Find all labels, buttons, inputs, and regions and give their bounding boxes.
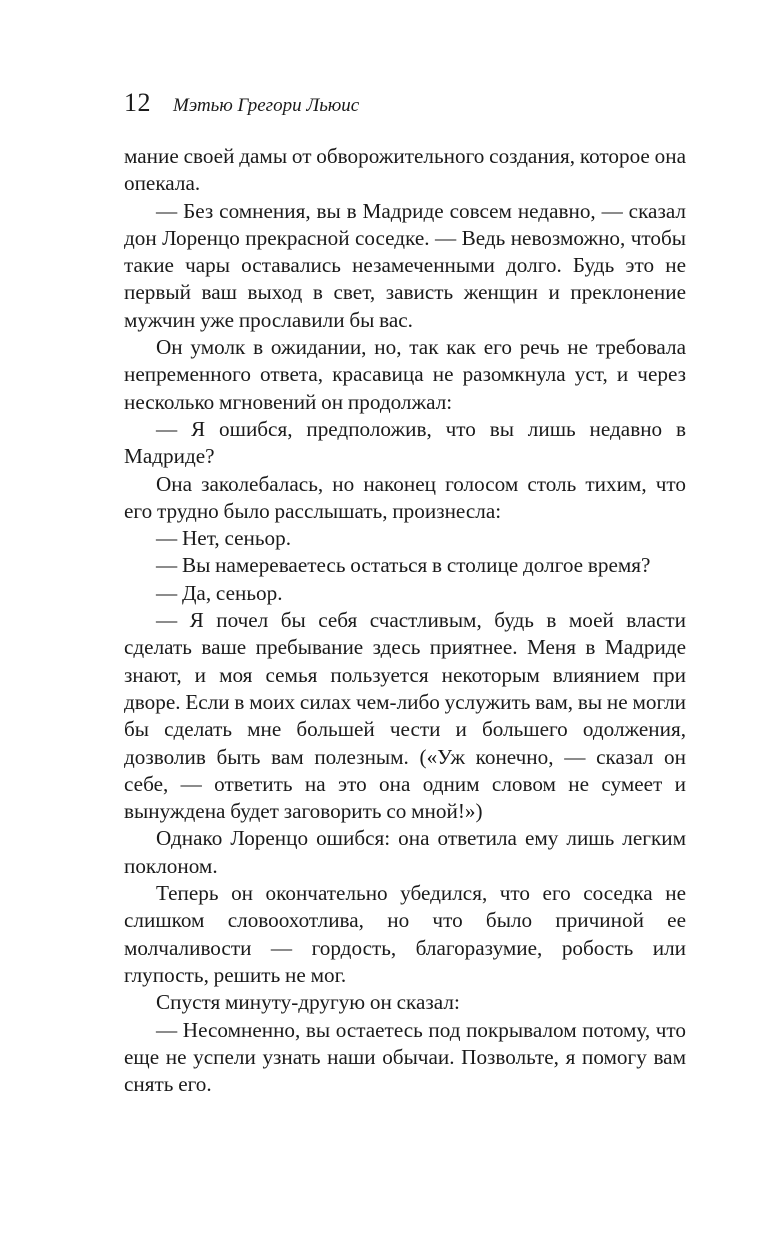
- paragraph-9: — Я почел бы себя счастливым, будь в моей власти сделать ваше пребывание здесь приятнее. Меня в Мадриде знают, и моя семья пользуется некоторым влиянием при дворе. Если в моих силах чем-либо услужить вам, вы не могли бы сделать мне большей чести и большего одолжения, дозволив быть вам полезным. («Уж конечно, — сказал он себе, — ответить на это она одним словом не сумеет и вынуждена будет заговорить со мной!»): [124, 608, 686, 824]
- paragraph-10: Однако Лоренцо ошибся: она ответила ему лишь легким поклоном.: [124, 826, 686, 878]
- paragraph-2: — Без сомнения, вы в Мадриде совсем недавно, — сказал дон Лоренцо прекрасной соседке. — Ведь невозможно, чтобы такие чары оставались незамеченными долго. Будь это не первый ваш выход в свет, зависть женщин и преклонение мужчин уже прославили бы вас.: [124, 198, 686, 332]
- author-name: Мэтью Грегори Льюис: [173, 95, 360, 116]
- paragraph-13: — Несомненно, вы остаетесь под покрывалом потому, что еще не успели узнать наши обычаи. Позвольте, я помогу вам снять его.: [124, 1017, 686, 1097]
- paragraph-11: Теперь он окончательно убедился, что его соседка не слишком словоохотлива, но что было причиной ее молчаливости — гордость, благоразумие, робость или глупость, решить не мог.: [124, 881, 686, 987]
- paragraph-5: Она заколебалась, но наконец голосом столь тихим, что его трудно было расслышать, произнесла:: [124, 471, 686, 523]
- paragraph-4: — Я ошибся, предположив, что вы лишь недавно в Мадриде?: [124, 416, 686, 469]
- paragraph-3: Он умолк в ожидании, но, так как его речь не требовала непременного ответа, красавица не разомкнула уст, и через несколько мгновений он продолжал:: [124, 335, 686, 414]
- running-head: [124, 88, 686, 126]
- book-page: [124, 88, 686, 1098]
- paragraph-8: — Да, сеньор.: [156, 580, 283, 605]
- page-number: 12: [124, 88, 151, 117]
- body-text: [124, 143, 686, 1098]
- paragraph-6: — Нет, сеньор.: [156, 526, 292, 551]
- paragraph-7: — Вы намереваетесь остаться в столице долгое время?: [156, 553, 651, 578]
- paragraph-12: Спустя минуту-другую он сказал:: [156, 990, 460, 1015]
- paragraph-1: мание своей дамы от обворожительного создания, которое она опекала.: [124, 144, 686, 196]
